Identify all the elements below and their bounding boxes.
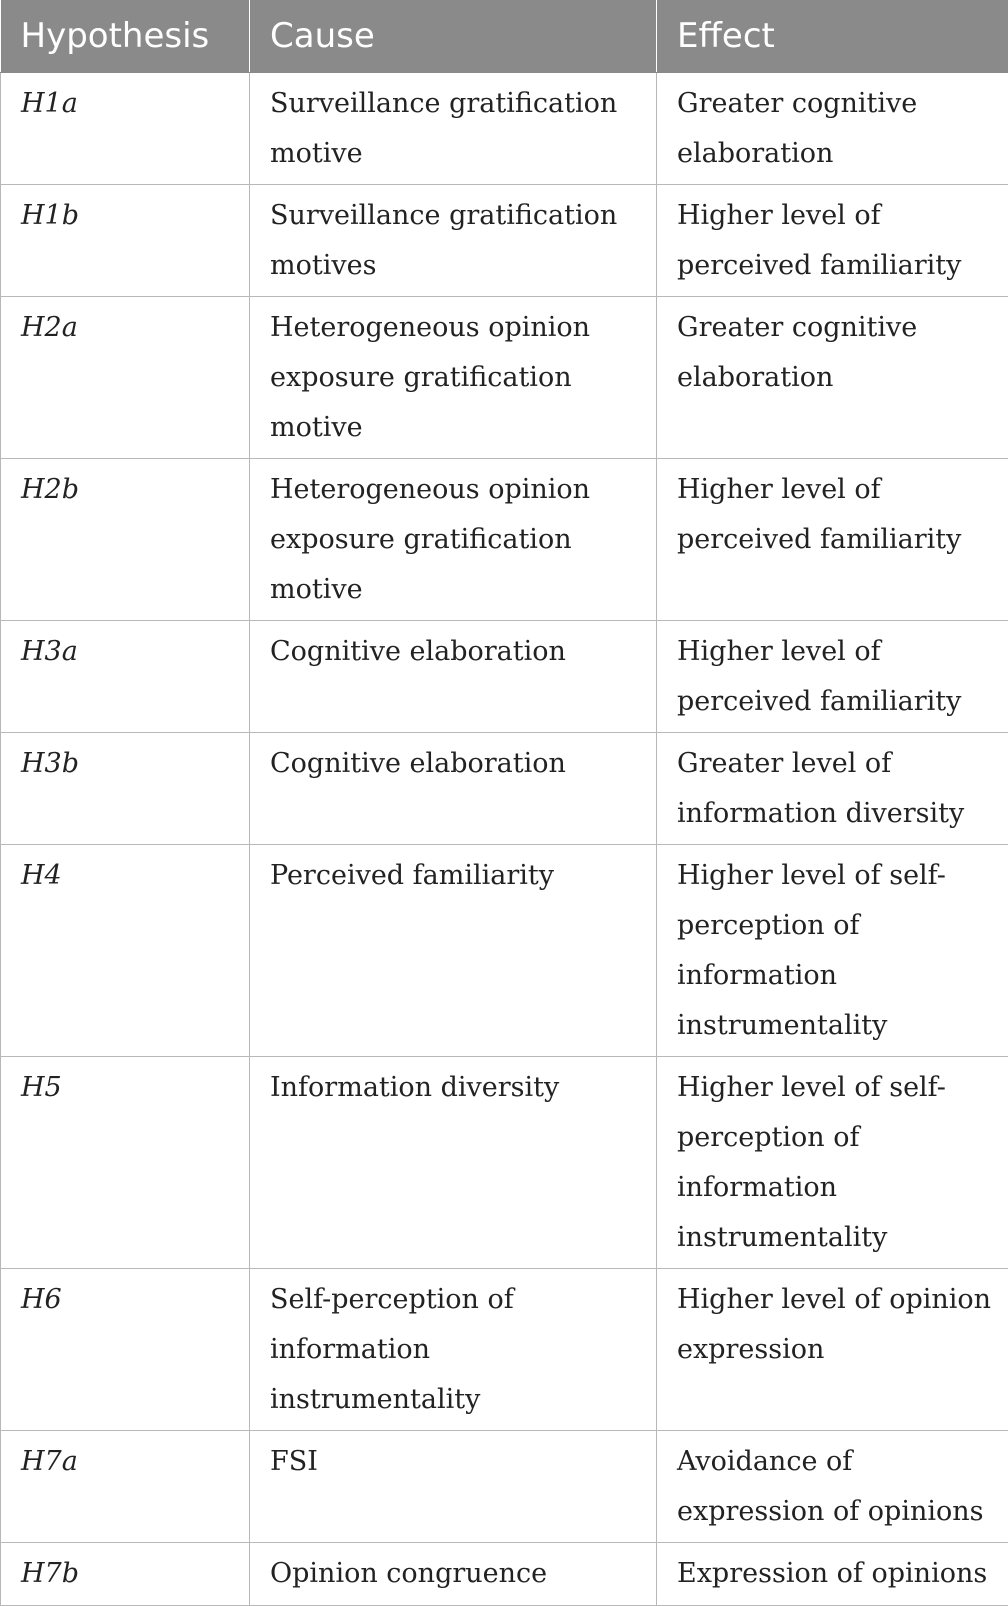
effect-cell: Higher level of perceived familiarity <box>657 620 1008 732</box>
effect-cell: Higher level of self-perception of information instrumentality <box>657 844 1008 1056</box>
effect-cell: Higher level of perceived familiarity <box>657 458 1008 620</box>
table-row <box>1 458 1008 620</box>
cause-cell: Surveillance gratification motive <box>250 72 657 184</box>
cause-cell: Cognitive elaboration <box>250 732 657 844</box>
header-hypothesis: Hypothesis <box>1 0 250 72</box>
cause-cell: Surveillance gratification motives <box>250 184 657 296</box>
effect-cell: Higher level of opinion expression <box>657 1268 1008 1430</box>
table-row <box>1 1056 1008 1268</box>
cause-cell: Information diversity <box>250 1056 657 1268</box>
table-row <box>1 844 1008 1056</box>
effect-cell: Higher level of perceived familiarity <box>657 184 1008 296</box>
hypothesis-cell: H7b <box>1 1542 250 1605</box>
table-row <box>1 296 1008 458</box>
hypothesis-cell: H3b <box>1 732 250 844</box>
header-effect: Effect <box>657 0 1008 72</box>
cause-cell: Heterogeneous opinion exposure gratification motive <box>250 296 657 458</box>
hypothesis-cell: H3a <box>1 620 250 732</box>
table-row <box>1 1542 1008 1605</box>
cause-cell: Cognitive elaboration <box>250 620 657 732</box>
hypothesis-cell: H1b <box>1 184 250 296</box>
hypothesis-cell: H4 <box>1 844 250 1056</box>
effect-cell: Greater level of information diversity <box>657 732 1008 844</box>
hypothesis-cell: H2a <box>1 296 250 458</box>
hypothesis-cell: H6 <box>1 1268 250 1430</box>
effect-cell: Expression of opinions <box>657 1542 1008 1605</box>
table-row <box>1 184 1008 296</box>
cause-cell: Opinion congruence <box>250 1542 657 1605</box>
cause-cell: Heterogeneous opinion exposure gratification motive <box>250 458 657 620</box>
header-cause: Cause <box>250 0 657 72</box>
hypothesis-cell: H2b <box>1 458 250 620</box>
table-row <box>1 1268 1008 1430</box>
table-row <box>1 732 1008 844</box>
hypothesis-cell: H5 <box>1 1056 250 1268</box>
effect-cell: Greater cognitive elaboration <box>657 296 1008 458</box>
hypothesis-cell: H7a <box>1 1430 250 1542</box>
table-row <box>1 72 1008 184</box>
effect-cell: Avoidance of expression of opinions <box>657 1430 1008 1542</box>
cause-cell: Self-perception of information instrumentality <box>250 1268 657 1430</box>
table-row <box>1 620 1008 732</box>
effect-cell: Greater cognitive elaboration <box>657 72 1008 184</box>
table-row <box>1 1430 1008 1542</box>
table-header-row <box>1 0 1008 72</box>
hypothesis-cell: H1a <box>1 72 250 184</box>
effect-cell: Higher level of self-perception of information instrumentality <box>657 1056 1008 1268</box>
cause-cell: FSI <box>250 1430 657 1542</box>
cause-cell: Perceived familiarity <box>250 844 657 1056</box>
